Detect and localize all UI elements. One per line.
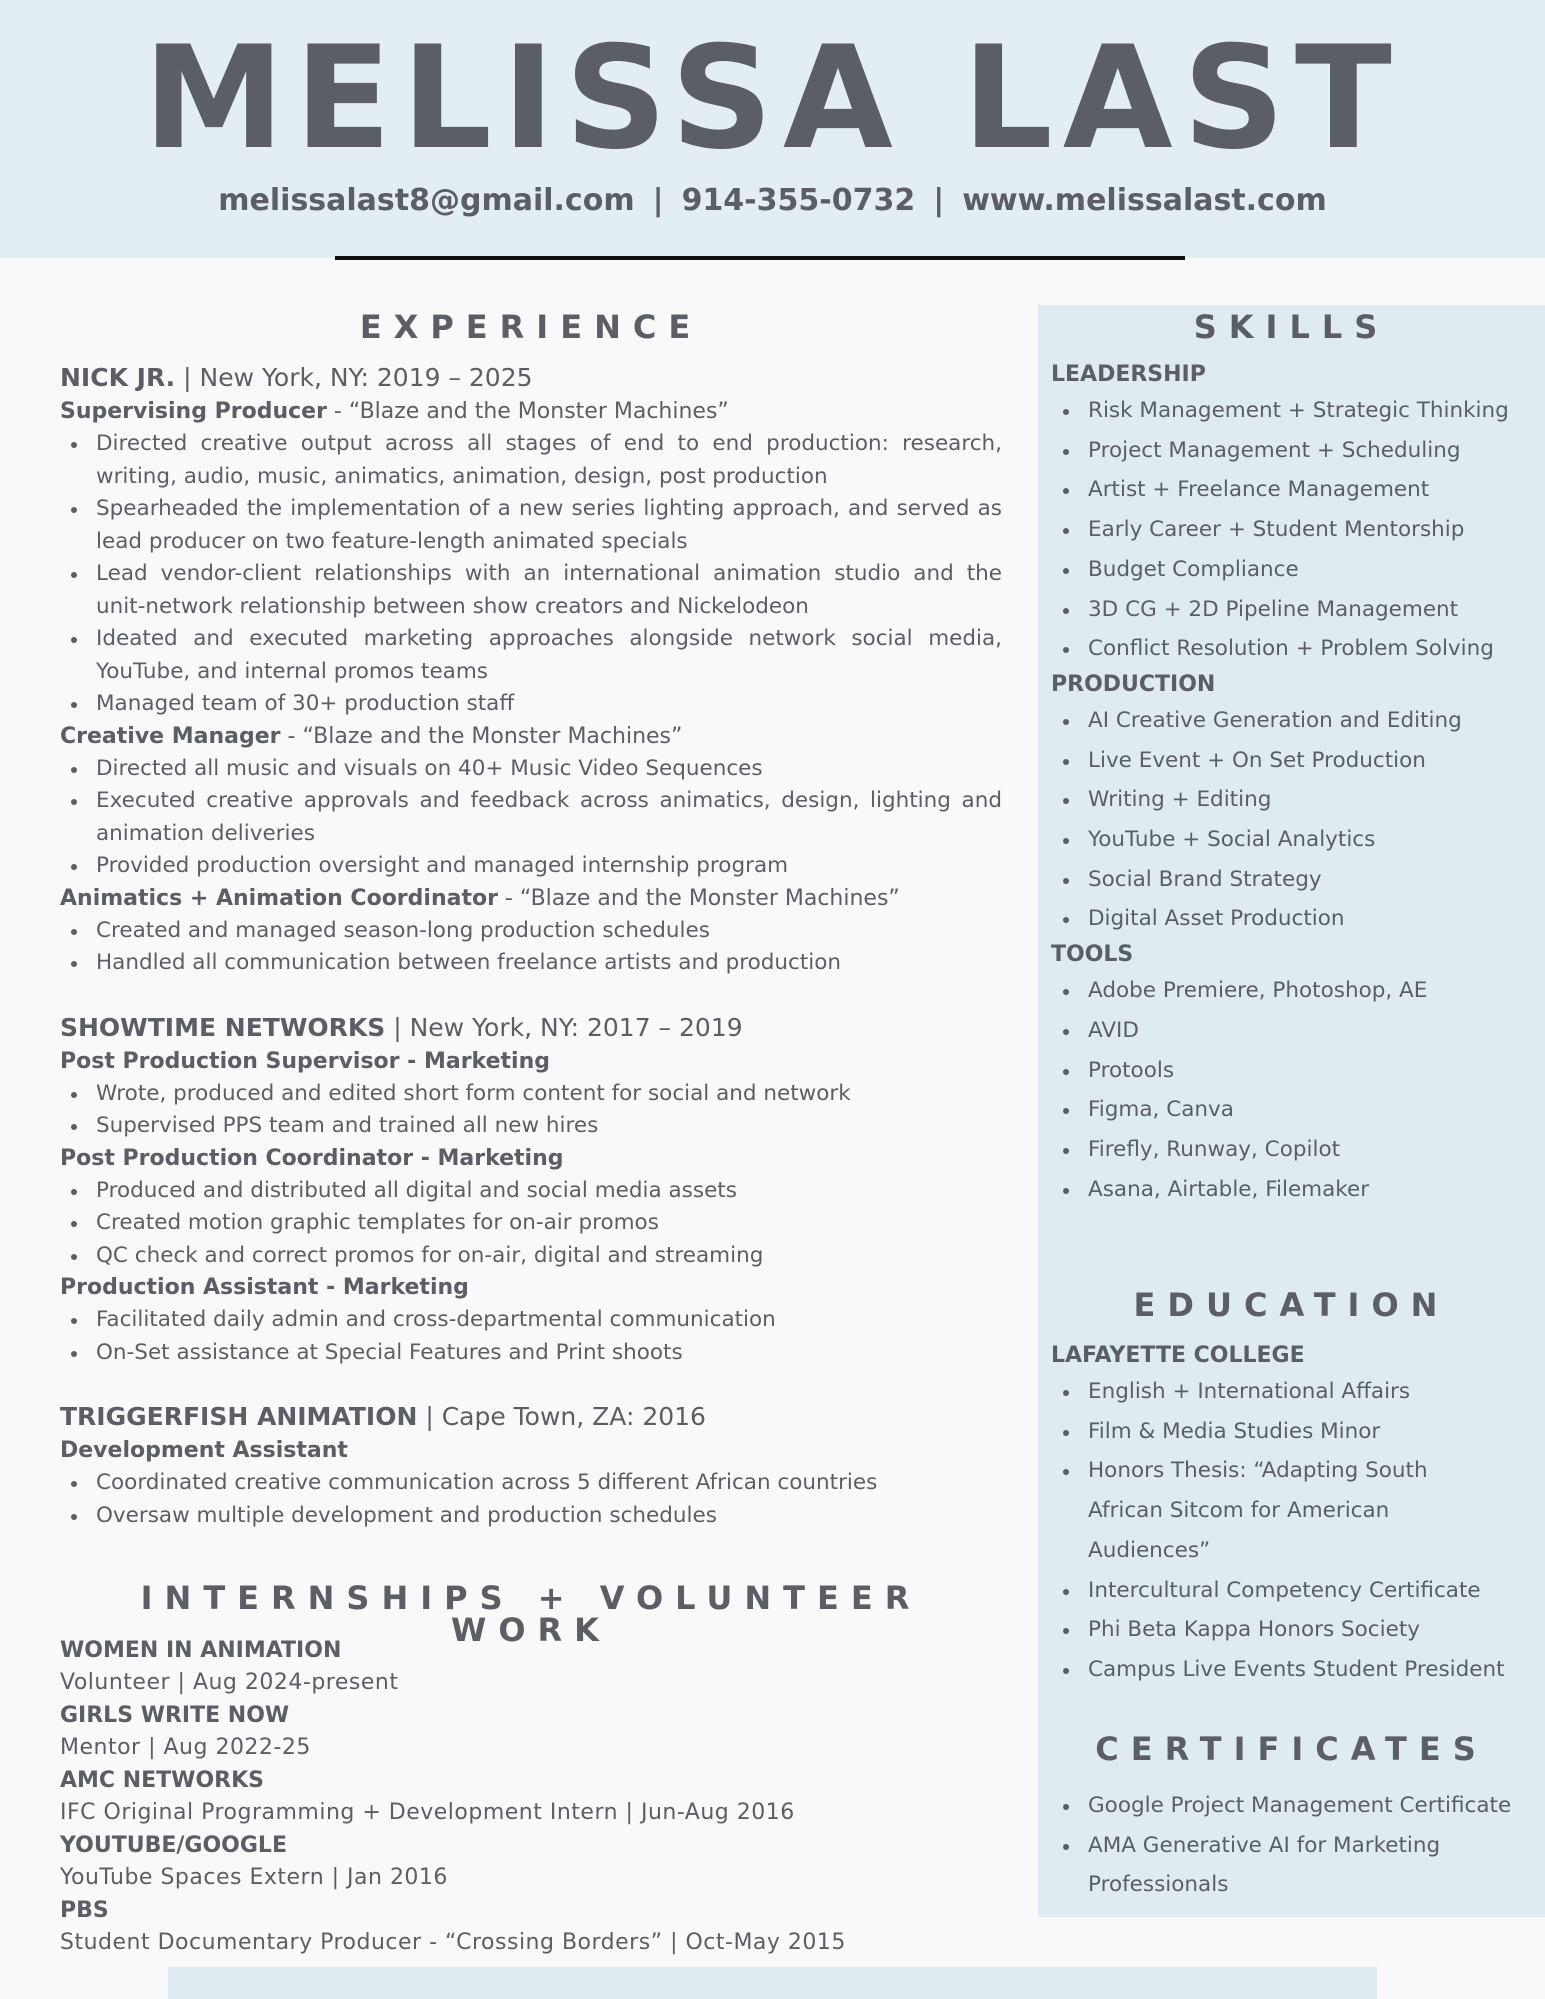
role-title: Post Production Coordinator - Marketing: [60, 1145, 564, 1171]
skills-heading: SKILLS: [1193, 308, 1390, 346]
skill-item: Early Career + Student Mentorship: [1088, 510, 1541, 550]
intern-org: GIRLS WRITE NOW: [60, 1703, 290, 1728]
skill-item: Conflict Resolution + Problem Solving: [1088, 629, 1541, 669]
role-line: [60, 1272, 1002, 1304]
role-line: [60, 1435, 1002, 1467]
role-bullets: [60, 915, 1002, 980]
skill-item: Adobe Premiere, Photoshop, AE: [1088, 971, 1541, 1011]
skill-item: YouTube + Social Analytics: [1088, 820, 1541, 860]
skill-item: AI Creative Generation and Editing: [1088, 701, 1541, 741]
skill-item: Social Brand Strategy: [1088, 860, 1541, 900]
website-link[interactable]: www.melissalast.com: [962, 183, 1327, 218]
header-band: [0, 0, 1545, 258]
school-name: LAFAYETTE COLLEGE: [1051, 1343, 1305, 1368]
contact-line: [0, 183, 1545, 218]
skill-item: Protools: [1088, 1051, 1541, 1091]
skill-item: Budget Compliance: [1088, 550, 1541, 590]
skill-category: TOOLS: [1051, 942, 1134, 968]
bullet-item: Directed all music and visuals on 40+ Music Video Sequences: [96, 753, 1002, 786]
bullet-item: Oversaw multiple development and production schedules: [96, 1500, 1002, 1533]
job-entry: [60, 1010, 1002, 1370]
skill-item: Digital Asset Production: [1088, 899, 1541, 939]
skill-item: Asana, Airtable, Filemaker: [1088, 1170, 1541, 1210]
skill-category: LEADERSHIP: [1051, 362, 1206, 387]
education-heading: EDUCATION: [1133, 1286, 1450, 1324]
intern-detail: YouTube Spaces Extern | Jan 2016: [60, 1865, 448, 1890]
company-location: | Cape Town, ZA: 2016: [417, 1402, 706, 1431]
education-item: Honors Thesis: “Adapting South African Sitcom for American Audiences”: [1088, 1451, 1458, 1570]
intern-detail: Student Documentary Producer - “Crossing Borders” | Oct-May 2015: [60, 1930, 846, 1955]
bullet-item: QC check and correct promos for on-air, digital and streaming: [96, 1240, 1002, 1273]
role-line: [60, 396, 1002, 428]
role-title: Creative Manager: [60, 723, 281, 749]
job-entry: [60, 360, 1002, 980]
skill-item: Risk Management + Strategic Thinking: [1088, 391, 1541, 431]
certificate-list: [1051, 1786, 1541, 1905]
bullet-item: Executed creative approvals and feedback across animatics, design, lighting and animation deliveries: [96, 785, 1002, 850]
role-line: [60, 883, 1002, 915]
company-location: | New York, NY: 2017 – 2019: [385, 1012, 743, 1042]
experience-section: [60, 360, 1002, 1532]
role-bullets: [60, 1467, 1002, 1532]
skill-list: [1051, 701, 1541, 939]
intern-detail: Volunteer | Aug 2024-present: [60, 1670, 399, 1695]
internships-heading: INTERNSHIPS + VOLUNTEER WORK: [140, 1579, 922, 1649]
role-show: - “Blaze and the Monster Machines”: [326, 399, 729, 424]
phone-number[interactable]: 914-355-0732: [681, 183, 916, 218]
education-item: Campus Live Events Student President: [1088, 1650, 1541, 1690]
bullet-item: Provided production oversight and managed internship program: [96, 850, 1002, 883]
intern-detail: IFC Original Programming + Development Intern | Jun-Aug 2016: [60, 1800, 795, 1825]
role-line: [60, 721, 1002, 753]
footer-band: [168, 1967, 1377, 1999]
bullet-item: Managed team of 30+ production staff: [96, 688, 1002, 721]
education-item: Phi Beta Kappa Honors Society: [1088, 1610, 1541, 1650]
bullet-item: Directed creative output across all stages of end to end production: research, writing, audio, music, animatics, animation, design, post production: [96, 428, 1002, 493]
skill-list: [1051, 971, 1541, 1209]
certificates-heading: CERTIFICATES: [1095, 1730, 1488, 1768]
skill-item: Live Event + On Set Production: [1088, 741, 1541, 781]
bullet-item: Lead vendor-client relationships with an international animation studio and the unit-network relationship between show creators and Nickelodeon: [96, 558, 1002, 623]
skill-item: Project Management + Scheduling: [1088, 431, 1541, 471]
certificate-item: AMA Generative AI for Marketing Professionals: [1088, 1826, 1488, 1905]
job-entry: [60, 1399, 1002, 1532]
certificates-section: [1051, 1786, 1541, 1905]
role-line: [60, 1046, 1002, 1078]
skill-list: [1051, 391, 1541, 669]
bullet-item: Produced and distributed all digital and social media assets: [96, 1175, 1002, 1208]
bullet-item: Spearheaded the implementation of a new series lighting approach, and served as lead producer on two feature-length animated specials: [96, 493, 1002, 558]
bullet-item: Created and managed season-long production schedules: [96, 915, 1002, 948]
skill-item: Figma, Canva: [1088, 1090, 1541, 1130]
skill-category: PRODUCTION: [1051, 671, 1216, 697]
role-bullets: [60, 753, 1002, 883]
job-company-line: [60, 1399, 1002, 1435]
job-company-line: [60, 1010, 1002, 1046]
bullet-item: Wrote, produced and edited short form content for social and network: [96, 1078, 1002, 1111]
candidate-name: MELISSA LAST: [143, 16, 1402, 181]
bullet-item: Facilitated daily admin and cross-departmental communication: [96, 1304, 1002, 1337]
skill-item: 3D CG + 2D Pipeline Management: [1088, 590, 1541, 630]
role-show: - “Blaze and the Monster Machines”: [497, 885, 900, 911]
company-name: TRIGGERFISH ANIMATION: [60, 1402, 418, 1431]
education-item: Film & Media Studies Minor: [1088, 1412, 1541, 1452]
education-item: English + International Affairs: [1088, 1372, 1541, 1412]
education-section: [1051, 1340, 1541, 1690]
internships-section: [60, 1634, 1002, 1959]
email-link[interactable]: melissalast8@gmail.com: [218, 183, 635, 218]
role-title: Production Assistant - Marketing: [60, 1275, 469, 1300]
intern-org: PBS: [60, 1898, 109, 1923]
role-show: - “Blaze and the Monster Machines”: [280, 723, 683, 749]
intern-org: YOUTUBE/GOOGLE: [60, 1833, 287, 1858]
skills-section: [1051, 359, 1541, 1209]
education-item: Intercultural Competency Certificate: [1088, 1571, 1541, 1611]
experience-heading: EXPERIENCE: [359, 308, 703, 346]
role-line: [60, 1143, 1002, 1175]
intern-org: WOMEN IN ANIMATION: [60, 1638, 342, 1663]
role-title: Supervising Producer: [60, 399, 327, 424]
contact-separator: |: [652, 183, 664, 218]
role-bullets: [60, 428, 1002, 721]
company-location: | New York, NY: 2019 – 2025: [175, 363, 533, 392]
header-divider: [335, 256, 1185, 260]
intern-detail: Mentor | Aug 2022-25: [60, 1735, 311, 1760]
bullet-item: Created motion graphic templates for on-air promos: [96, 1207, 1002, 1240]
role-bullets: [60, 1304, 1002, 1369]
skill-item: Artist + Freelance Management: [1088, 470, 1541, 510]
bullet-item: Supervised PPS team and trained all new hires: [96, 1110, 1002, 1143]
education-list: [1051, 1372, 1541, 1690]
company-name: SHOWTIME NETWORKS: [60, 1012, 386, 1042]
bullet-item: Coordinated creative communication across 5 different African countries: [96, 1467, 1002, 1500]
bullet-item: On-Set assistance at Special Features and Print shoots: [96, 1337, 1002, 1370]
role-title: Post Production Supervisor - Marketing: [60, 1048, 550, 1074]
intern-org: AMC NETWORKS: [60, 1768, 264, 1793]
certificate-item: Google Project Management Certificate: [1088, 1786, 1541, 1826]
skill-item: AVID: [1088, 1011, 1541, 1051]
role-title: Animatics + Animation Coordinator: [60, 885, 498, 911]
skill-item: Firefly, Runway, Copilot: [1088, 1130, 1541, 1170]
contact-separator: |: [933, 183, 945, 218]
bullet-item: Ideated and executed marketing approaches alongside network social media, YouTube, and internal promos teams: [96, 623, 1002, 688]
skill-item: Writing + Editing: [1088, 780, 1541, 820]
role-bullets: [60, 1078, 1002, 1143]
role-bullets: [60, 1175, 1002, 1273]
role-title: Development Assistant: [60, 1438, 348, 1463]
job-company-line: [60, 360, 1002, 396]
company-name: NICK JR.: [60, 363, 176, 392]
bullet-item: Handled all communication between freelance artists and production: [96, 947, 1002, 980]
